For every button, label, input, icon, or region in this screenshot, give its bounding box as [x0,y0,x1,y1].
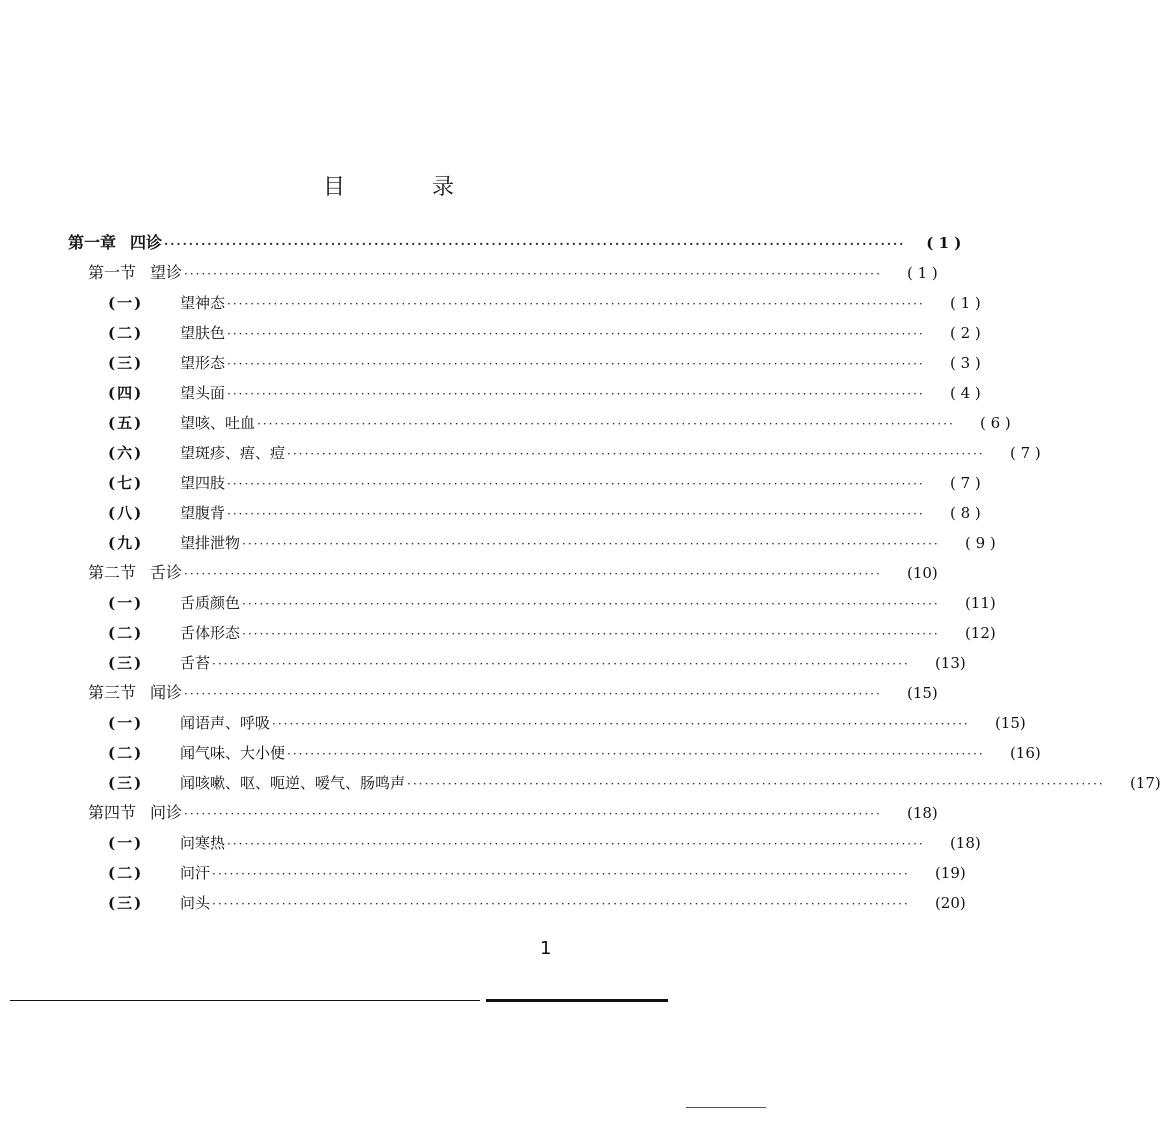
toc-title: 问诊 [150,803,183,822]
toc-title: 望神态 [180,294,226,312]
toc-leader-dots: ························································································································ [227,837,925,851]
toc-page: (16) [1009,744,1041,762]
toc-entry [108,890,966,916]
toc-entry [108,860,966,886]
toc-entry [108,530,996,556]
toc-leader-dots: ························································································································ [227,327,925,341]
toc-leader-dots: ························································································································ [242,597,940,611]
toc-page: ( 1 ) [926,234,962,252]
toc-label [88,560,182,586]
toc-number: (二) [108,324,144,342]
toc-page: ( 2 ) [949,324,981,342]
toc-title: 问寒热 [180,834,226,852]
toc-title: 望斑疹、痦、痘 [180,444,286,462]
toc-leader-dots: ························································································································ [184,567,882,581]
toc-label [108,470,225,496]
toc-page: (13) [934,654,966,672]
toc-page: (19) [934,864,966,882]
toc-title: 闻气味、大小便 [180,744,286,762]
toc-number: (一) [108,294,144,312]
toc-leader-dots: ························································································································ [212,657,910,671]
toc-page: ( 7 ) [949,474,981,492]
toc-entry [108,320,981,346]
toc-title: 舌体形态 [180,624,241,642]
toc-section [88,680,938,706]
toc-number: (五) [108,414,144,432]
toc-page: (20) [934,894,966,912]
toc-label [108,410,255,436]
bottom-rule-left [10,1000,480,1001]
toc-label [108,860,210,886]
toc-label [108,740,285,766]
toc-entry [108,290,981,316]
toc-number: (三) [108,354,144,372]
toc-title: 闻诊 [150,683,183,702]
toc-title: 望诊 [150,263,183,282]
toc-leader-dots: ························································································································ [212,897,910,911]
toc-section [88,800,938,826]
toc-title: 望肤色 [180,324,226,342]
toc-number: 第四节 [88,803,137,822]
toc-leader-dots: ························································································································ [227,477,925,491]
toc-leader-dots: ························································································································ [407,777,1105,791]
toc-number: 第一节 [88,263,137,282]
toc-page: (15) [994,714,1026,732]
toc-title: 舌质颜色 [180,594,241,612]
toc-leader-dots: ························································································································ [212,867,910,881]
toc-label [88,680,182,706]
toc-page: ( 9 ) [964,534,996,552]
toc-leader-dots: ························································································································ [287,447,985,461]
toc-label [108,590,240,616]
toc-section [88,260,938,286]
toc-label [108,890,210,916]
toc-title: 闻咳嗽、呕、呃逆、嗳气、肠鸣声 [180,774,406,792]
toc-page: ( 4 ) [949,384,981,402]
toc-page: ( 1 ) [906,264,938,282]
toc-entry [108,440,1041,466]
toc-page: ( 6 ) [979,414,1011,432]
toc-leader-dots: ························································································································ [257,417,955,431]
toc-number: 第三节 [88,683,137,702]
toc-number: (七) [108,474,144,492]
toc-label [108,830,225,856]
toc-page: (15) [906,684,938,702]
toc-number: (一) [108,714,144,732]
toc-number: (九) [108,534,144,552]
toc-title: 望形态 [180,354,226,372]
toc-page: (17) [1129,774,1161,792]
toc-leader-dots: ························································································································ [242,537,940,551]
toc-leader-dots: ························································································································ [287,747,985,761]
toc-label [108,320,225,346]
toc-number: (一) [108,834,144,852]
page-title: 目 录 [323,175,494,200]
corner-rule [686,1107,766,1108]
toc-leader-dots: ························································································································ [227,387,925,401]
toc-title: 望腹背 [180,504,226,522]
page-number: 1 [540,938,552,959]
toc-entry [108,830,981,856]
toc-section [88,560,938,586]
toc-page: (18) [949,834,981,852]
toc-title: 问头 [180,894,211,912]
toc-page: (11) [964,594,996,612]
toc-entry [108,650,966,676]
toc-leader-dots: ························································································································ [272,717,970,731]
toc-title: 舌诊 [150,563,183,582]
toc-page: ( 8 ) [949,504,981,522]
toc-leader-dots: ························································································································ [184,807,882,821]
toc-number: 第一章 [68,233,117,252]
toc-entry [108,380,981,406]
toc-label [108,350,225,376]
toc-label [68,230,162,256]
toc-entry [108,470,981,496]
toc-number: (二) [108,744,144,762]
toc-page: (12) [964,624,996,642]
toc-entry [108,740,1041,766]
toc-number: (六) [108,444,144,462]
toc-number: (四) [108,384,144,402]
toc-page: ( 1 ) [949,294,981,312]
toc-title: 望咳、吐血 [180,414,256,432]
toc-number: (二) [108,864,144,882]
toc-number: (三) [108,774,144,792]
toc-title: 闻语声、呼吸 [180,714,271,732]
toc-chapter [68,230,962,256]
toc-entry [108,770,1161,796]
toc-leader-dots: ························································································································ [227,297,925,311]
toc-label [88,260,182,286]
toc-label [108,530,240,556]
toc-entry [108,590,996,616]
toc-number: (三) [108,894,144,912]
toc-leader-dots: ························································································································ [184,687,882,701]
toc-title: 望头面 [180,384,226,402]
toc-number: (一) [108,594,144,612]
toc-label [108,710,270,736]
toc-entry [108,350,981,376]
toc-page: (18) [906,804,938,822]
toc-entry [108,620,996,646]
toc-leader-dots: ························································································································ [184,267,882,281]
toc-label [108,440,285,466]
toc-leader-dots: ························································································································ [164,237,906,251]
toc-title: 望四肢 [180,474,226,492]
toc-number: (二) [108,624,144,642]
toc-label [108,500,225,526]
toc-entry [108,710,1026,736]
toc-entry [108,410,1011,436]
toc-number: 第二节 [88,563,137,582]
toc-number: (八) [108,504,144,522]
toc-label [88,800,182,826]
toc-page: (10) [906,564,938,582]
toc-entry [108,500,981,526]
toc-page: ( 3 ) [949,354,981,372]
toc-label [108,650,210,676]
bottom-rule-right [486,999,668,1002]
toc-title: 四诊 [130,233,163,252]
toc-page: ( 7 ) [1009,444,1041,462]
toc-label [108,770,405,796]
toc-title: 问汗 [180,864,211,882]
toc-label [108,380,225,406]
toc-number: (三) [108,654,144,672]
toc-leader-dots: ························································································································ [227,357,925,371]
toc-leader-dots: ························································································································ [242,627,940,641]
toc-leader-dots: ························································································································ [227,507,925,521]
toc-label [108,290,225,316]
toc-title: 舌苔 [180,654,211,672]
toc-label [108,620,240,646]
toc-title: 望排泄物 [180,534,241,552]
